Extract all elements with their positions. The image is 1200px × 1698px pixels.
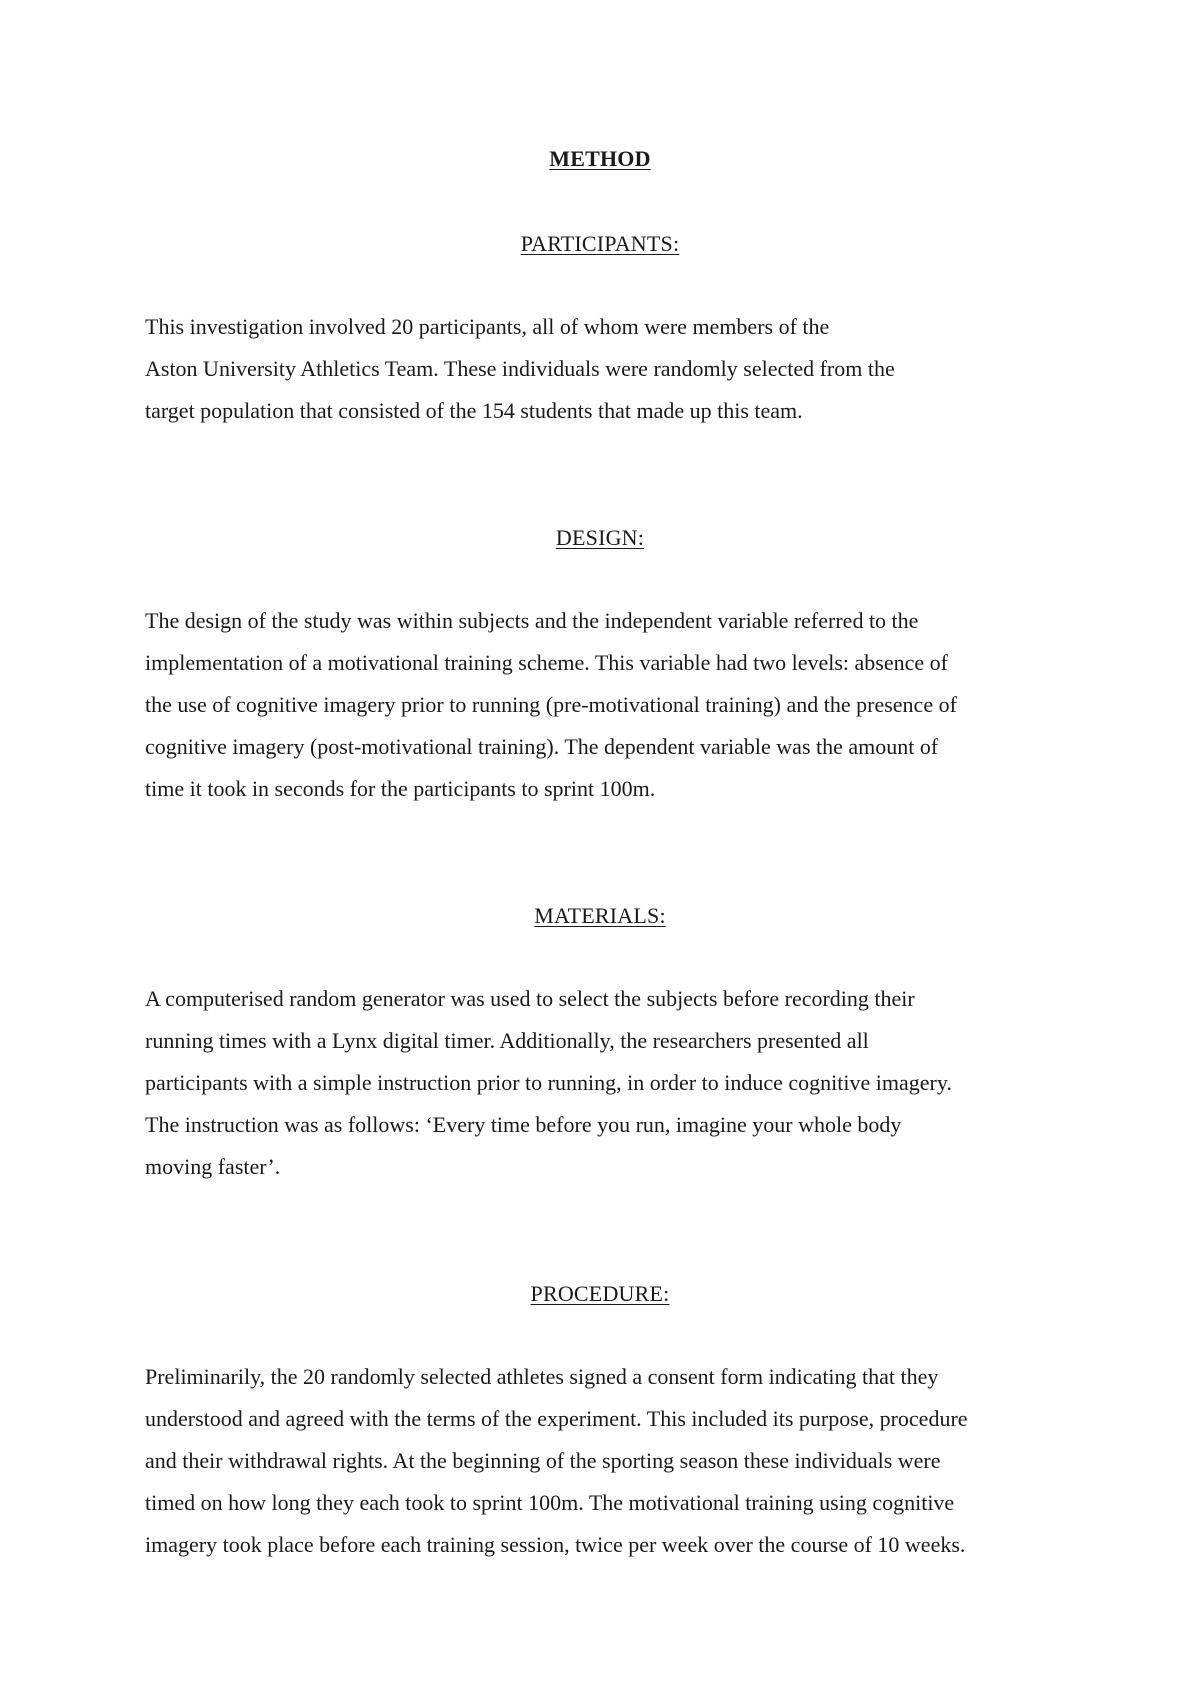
paragraph-line: Preliminarily, the 20 randomly selected athletes signed a consent form indicating that they bbox=[145, 1364, 939, 1389]
section-heading-participants: PARTICIPANTS: bbox=[520, 231, 680, 256]
paragraph-line: the use of cognitive imagery prior to running (pre-motivational training) and the presence of bbox=[145, 692, 957, 717]
participants-paragraph bbox=[145, 306, 1065, 432]
paragraph-line: timed on how long they each took to sprint 100m. The motivational training using cognitive bbox=[145, 1490, 955, 1515]
section-heading-design: DESIGN: bbox=[555, 525, 645, 550]
paragraph-line: This investigation involved 20 participants, all of whom were members of the bbox=[145, 314, 830, 339]
page-title: METHOD bbox=[549, 146, 651, 171]
paragraph-line: moving faster’. bbox=[145, 1154, 281, 1179]
paragraph-line: A computerised random generator was used to select the subjects before recording their bbox=[145, 986, 915, 1011]
paragraph-line: running times with a Lynx digital timer. Additionally, the researchers presented all bbox=[145, 1028, 869, 1053]
design-paragraph bbox=[145, 600, 1065, 810]
paragraph-line: The instruction was as follows: ‘Every time before you run, imagine your whole body bbox=[145, 1112, 902, 1137]
paragraph-line: target population that consisted of the 154 students that made up this team. bbox=[145, 398, 803, 423]
paragraph-line: Aston University Athletics Team. These individuals were randomly selected from the bbox=[145, 356, 895, 381]
paragraph-line: The design of the study was within subjects and the independent variable referred to the bbox=[145, 608, 919, 633]
paragraph-line: imagery took place before each training session, twice per week over the course of 10 weeks. bbox=[145, 1532, 966, 1557]
section-heading-materials: MATERIALS: bbox=[534, 903, 666, 928]
materials-paragraph bbox=[145, 978, 1065, 1188]
paragraph-line: implementation of a motivational training scheme. This variable had two levels: absence of bbox=[145, 650, 948, 675]
paragraph-line: participants with a simple instruction prior to running, in order to induce cognitive imagery. bbox=[145, 1070, 952, 1095]
paragraph-line: cognitive imagery (post-motivational training). The dependent variable was the amount of bbox=[145, 734, 939, 759]
section-heading-procedure: PROCEDURE: bbox=[530, 1281, 670, 1306]
procedure-paragraph bbox=[145, 1356, 1065, 1566]
paragraph-line: understood and agreed with the terms of the experiment. This included its purpose, procedure bbox=[145, 1406, 968, 1431]
paragraph-line: time it took in seconds for the participants to sprint 100m. bbox=[145, 776, 656, 801]
paragraph-line: and their withdrawal rights. At the beginning of the sporting season these individuals were bbox=[145, 1448, 941, 1473]
